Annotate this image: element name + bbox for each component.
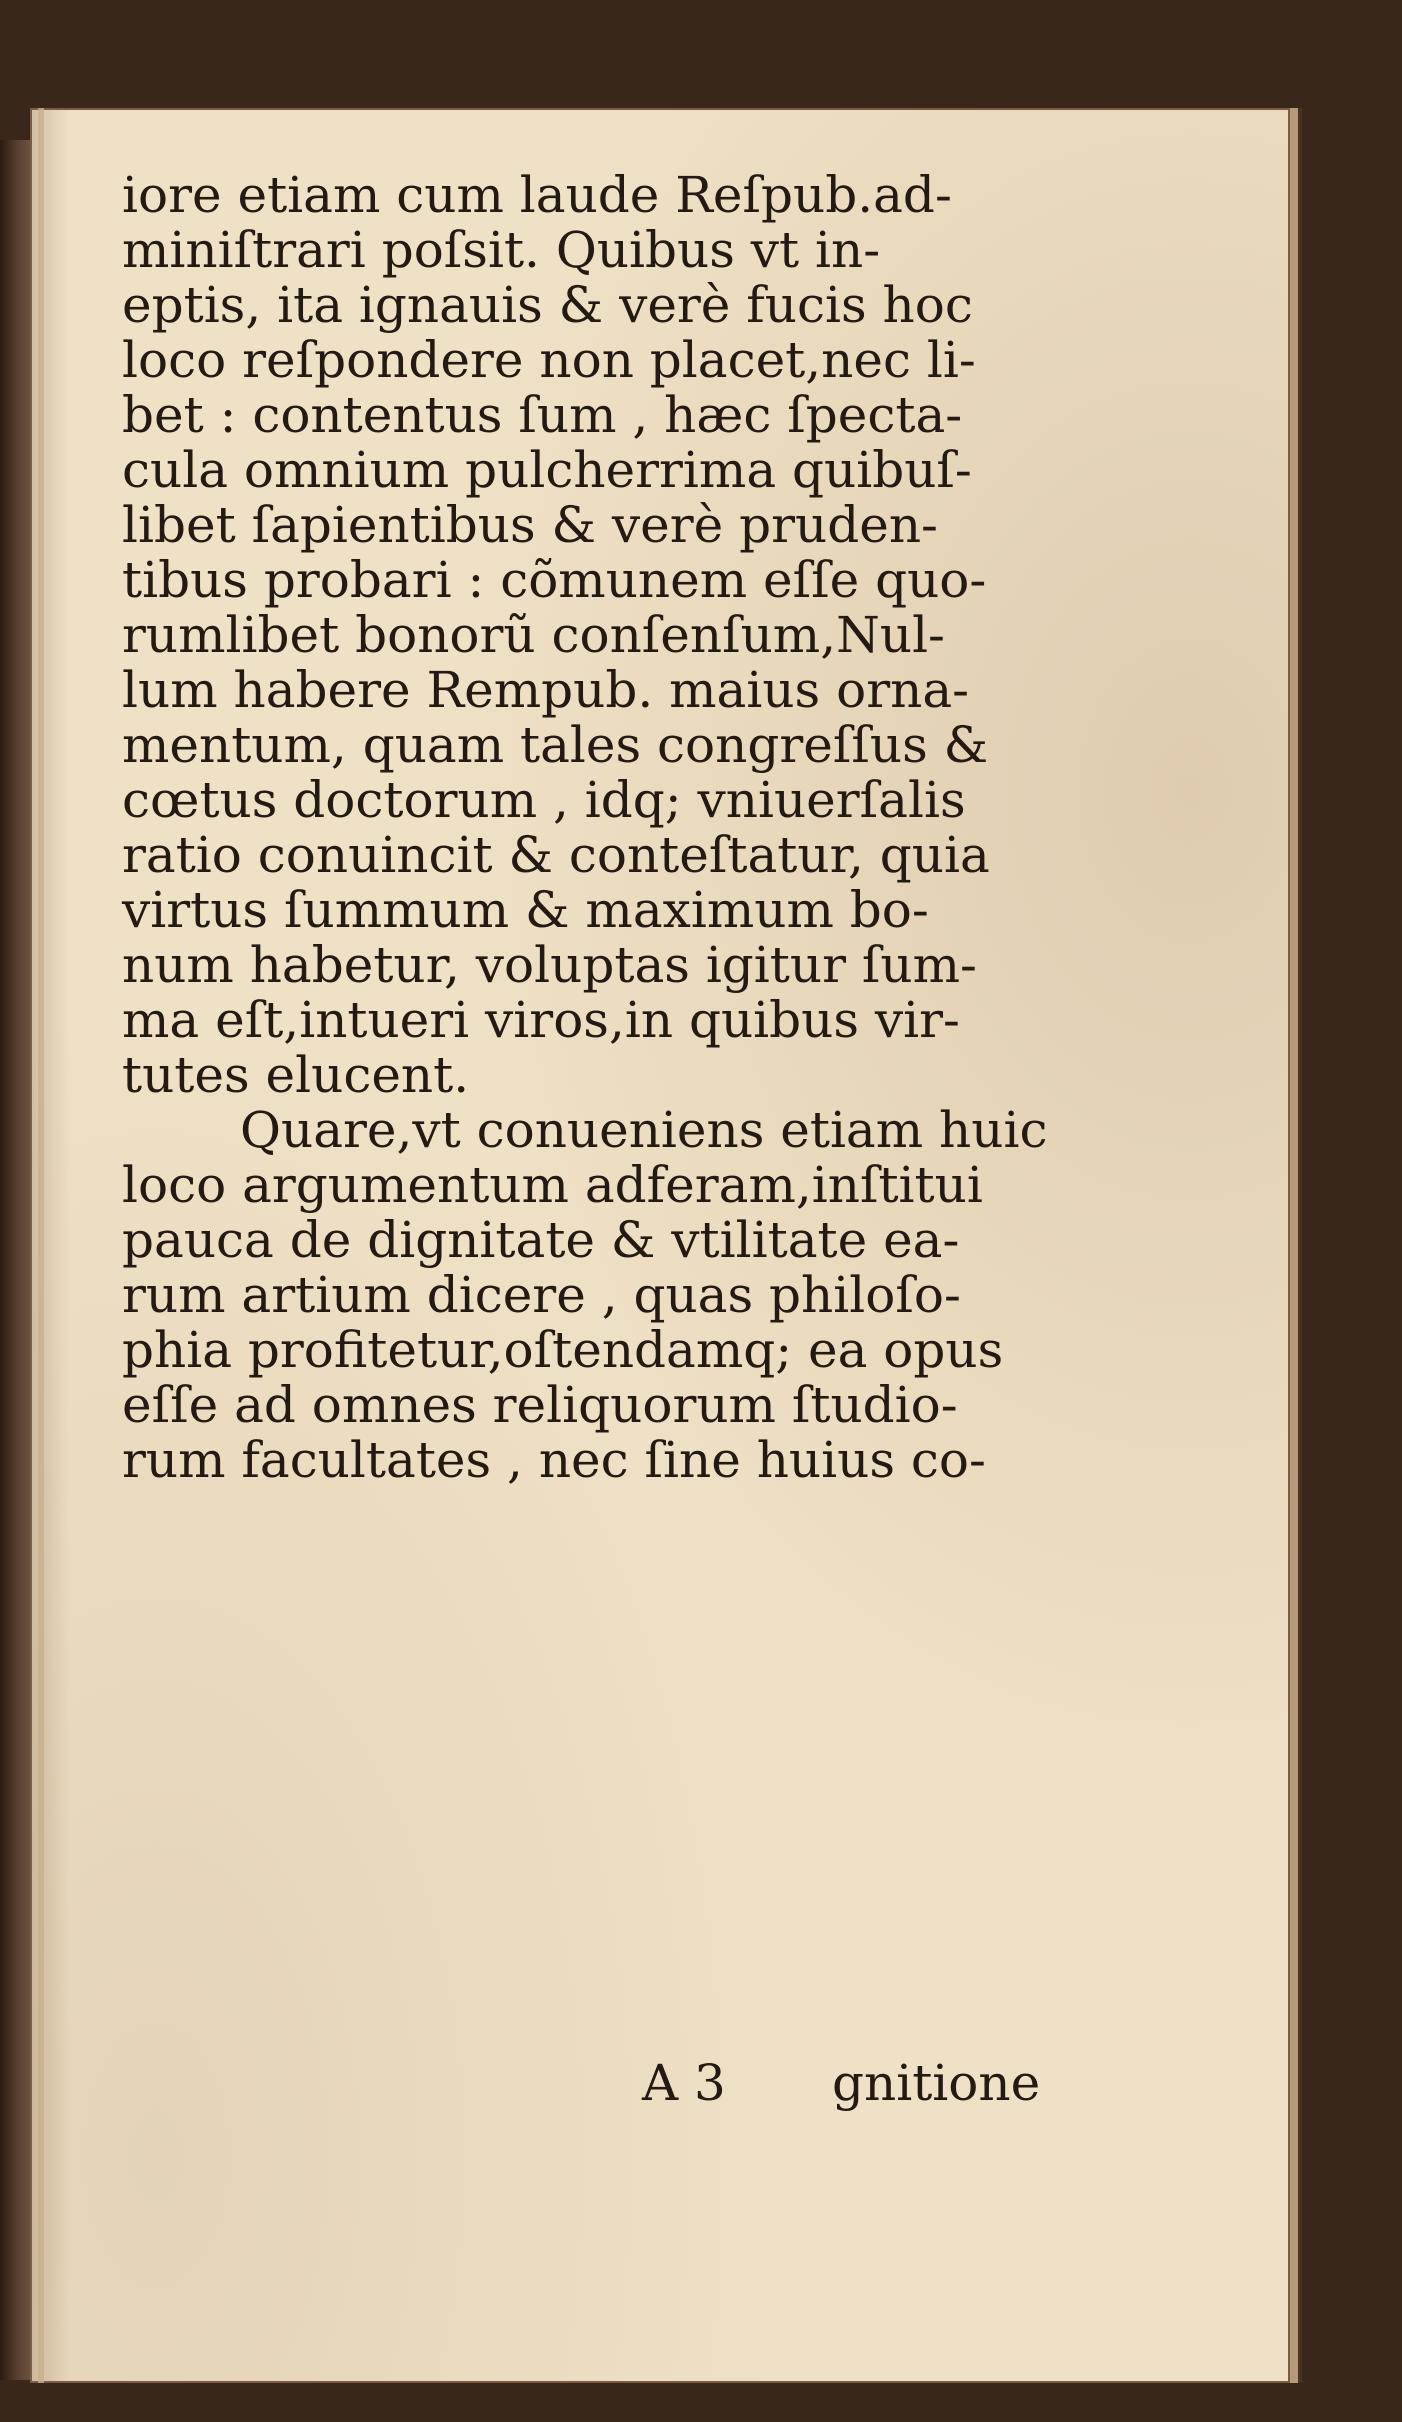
text-line: pauca de dignitate & vtilitate ea- [122, 1211, 960, 1269]
page-gutter [38, 108, 44, 2383]
text-line: loco argumentum adferam,inſtitui [122, 1156, 983, 1214]
text-line: rum artium dicere , quas philoſo- [122, 1266, 961, 1324]
text-line: tibus probari : cõmunem eſſe quo- [122, 551, 987, 609]
book-page [30, 108, 1290, 2383]
text-line: Quare,vt conueniens etiam huic [240, 1101, 1048, 1159]
text-line: bet : contentus ſum , hæc ſpecta- [122, 386, 963, 444]
text-line: virtus ſummum & maximum bo- [122, 881, 929, 939]
page-footer [122, 2054, 1062, 2114]
text-line: iore etiam cum laude Reſpub.ad- [122, 166, 952, 224]
page-text-block [122, 168, 1052, 1488]
text-line: cœtus doctorum , idq; vniuerſalis [122, 771, 966, 829]
catchword: gnitione [832, 2054, 1041, 2112]
text-line: tutes elucent. [122, 1046, 470, 1104]
text-line: rumlibet bonorũ conſenſum,Nul- [122, 606, 945, 664]
text-line: phia profitetur,oſtendamq; ea opus [122, 1321, 1004, 1379]
signature-mark: A 3 [642, 2054, 726, 2112]
text-line: lum habere Rempub. maius orna- [122, 661, 970, 719]
text-line: cula omnium pulcherrima quibuſ- [122, 441, 972, 499]
text-line: num habetur, voluptas igitur ſum- [122, 936, 977, 994]
text-line: mentum, quam tales congreſſus & [122, 716, 989, 774]
text-line: eptis, ita ignauis & verè fucis hoc [122, 276, 973, 334]
text-line: ratio conuincit & conteſtatur, quia [122, 826, 990, 884]
text-line: miniſtrari poſsit. Quibus vt in- [122, 221, 881, 279]
text-line: rum facultates , nec ſine huius co- [122, 1431, 986, 1489]
text-line: libet ſapientibus & verè pruden- [122, 496, 938, 554]
text-line: ma eſt,intueri viros,in quibus vir- [122, 991, 960, 1049]
binding-edge [0, 140, 30, 2380]
text-line: loco reſpondere non placet,nec li- [122, 331, 976, 389]
text-line: eſſe ad omnes reliquorum ſtudio- [122, 1376, 958, 1434]
